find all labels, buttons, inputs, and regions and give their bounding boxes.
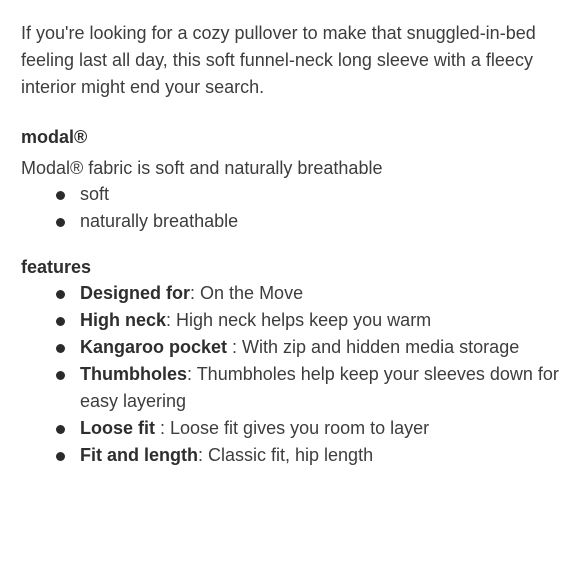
- feature-item-loose-fit: [21, 415, 564, 442]
- bullet-icon: [56, 191, 65, 200]
- feature-separator: :: [232, 337, 243, 357]
- feature-text: High neck helps keep you warm: [176, 310, 432, 330]
- feature-item-designed-for: [21, 280, 564, 307]
- modal-heading: modal®: [21, 127, 88, 147]
- bullet-icon: [56, 218, 65, 227]
- feature-term: Designed for: [80, 283, 191, 303]
- intro-paragraph: If you're looking for a cozy pullover to make that snuggled-in-bed feeling last all day, this soft funnel-neck long sleeve with a fleecy interior might end your search.: [21, 23, 536, 97]
- feature-text: With zip and hidden media storage: [242, 337, 520, 357]
- bullet-icon: [56, 317, 65, 326]
- feature-text: Classic fit, hip length: [208, 445, 374, 465]
- feature-separator: :: [187, 364, 197, 384]
- bullet-icon: [56, 425, 65, 434]
- feature-term: Loose fit: [80, 418, 160, 438]
- feature-separator: :: [197, 445, 208, 465]
- feature-term: High neck: [80, 310, 167, 330]
- feature-item-kangaroo-pocket: [21, 334, 564, 361]
- bullet-icon: [56, 371, 65, 380]
- features-list: [21, 280, 564, 469]
- list-item: [21, 181, 564, 208]
- feature-term: Fit and length: [80, 445, 198, 465]
- feature-item-thumbholes: [21, 361, 564, 415]
- feature-separator: :: [190, 283, 201, 303]
- feature-text: Thumbholes help keep your sleeves down for easy layering: [80, 364, 559, 411]
- list-item: [21, 208, 564, 235]
- bullet-icon: [56, 452, 65, 461]
- modal-bullet-list: [21, 181, 564, 235]
- bullet-text: soft: [80, 184, 110, 204]
- features-heading: features: [21, 257, 92, 277]
- feature-term: Kangaroo pocket: [80, 337, 233, 357]
- feature-text: On the Move: [200, 283, 304, 303]
- bullet-icon: [56, 290, 65, 299]
- bullet-icon: [56, 344, 65, 353]
- feature-term: Thumbholes: [80, 364, 187, 384]
- feature-text: Loose fit gives you room to layer: [170, 418, 430, 438]
- bullet-text: naturally breathable: [80, 211, 239, 231]
- feature-separator: :: [160, 418, 171, 438]
- feature-item-high-neck: [21, 307, 564, 334]
- feature-item-fit-and-length: [21, 442, 564, 469]
- modal-description: Modal® fabric is soft and naturally breathable: [21, 158, 383, 178]
- feature-separator: :: [166, 310, 177, 330]
